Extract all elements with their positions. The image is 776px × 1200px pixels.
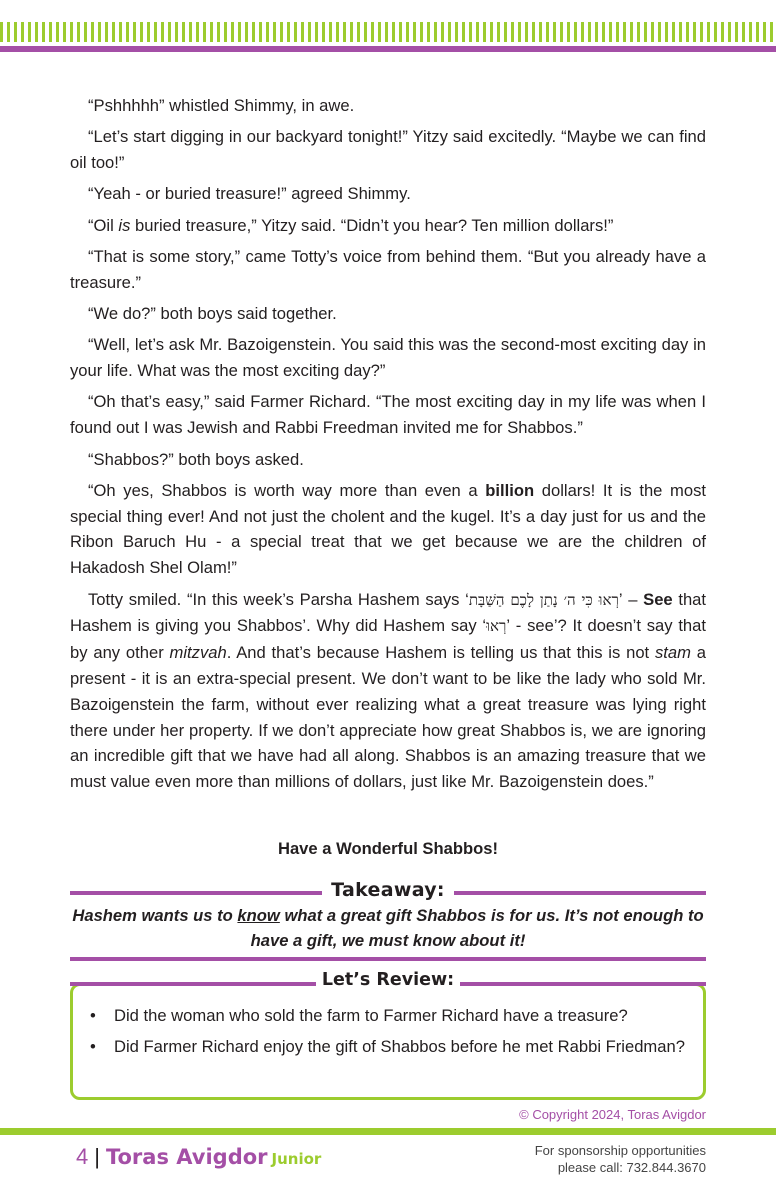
review-rule-right xyxy=(460,982,706,986)
top-border-ticks xyxy=(0,22,776,42)
paragraph: “Well, let’s ask Mr. Bazoigenstein. You said this was the second-most exciting day in your life. What was the most exciting day?” xyxy=(70,335,706,381)
page-number: 4 xyxy=(76,1144,89,1169)
brand-logo: Toras Avigdor xyxy=(105,1145,268,1169)
brand-junior: Junior xyxy=(271,1150,322,1168)
paragraph: “Oh yes, Shabbos is worth way more than even a billion dollars! It is the most special thing ever! And not just the cholent and the kugel. It’s a day just for us and the Ribon Baruch Hu - a special treat that we get because we are the children of Hakadosh Shel Olam!” xyxy=(70,480,706,578)
bottom-border-rule xyxy=(0,1128,776,1135)
list-item: • Did Farmer Richard enjoy the gift of Shabbos before he met Rabbi Friedman? xyxy=(90,1034,690,1059)
list-item: • Did the woman who sold the farm to Farmer Richard have a treasure? xyxy=(90,1003,690,1028)
top-border-rule xyxy=(0,46,776,52)
paragraph: “Shabbos?” both boys asked. xyxy=(88,449,304,469)
footer-brand xyxy=(76,1144,321,1170)
paragraph: “Let’s start digging in our backyard tonight!” Yitzy said excitedly. “Maybe we can find oil too!” xyxy=(70,127,706,173)
takeaway-bottom-rule xyxy=(70,957,706,961)
review-rule-left xyxy=(70,982,316,986)
hebrew-word: רְאוּ xyxy=(486,617,507,636)
story-text xyxy=(70,93,706,800)
sponsorship-info: For sponsorship opportunities please call: 732.844.3670 xyxy=(534,1143,706,1175)
paragraph: “Oh that’s easy,” said Farmer Richard. “The most exciting day in my life was when I found out I was Jewish and Rabbi Freedman invited me for Shabbos.” xyxy=(70,392,706,438)
paragraph: “Pshhhhh” whistled Shimmy, in awe. xyxy=(88,96,355,115)
review-header xyxy=(70,970,706,996)
takeaway-title: Takeaway: xyxy=(331,879,445,901)
review-title: Let’s Review: xyxy=(312,970,464,990)
bullet-icon: • xyxy=(90,1006,96,1025)
copyright-notice: © Copyright 2024, Toras Avigdor xyxy=(519,1107,706,1122)
paragraph: “Oil is buried treasure,” Yitzy said. “Didn’t you hear? Ten million dollars!” xyxy=(88,215,614,235)
review-list xyxy=(90,1003,690,1065)
paragraph: Totty smiled. “In this week’s Parsha Hashem says ‘רְאוּ כִּי ה׳ נָתַן לָכֶם הַשַּׁבָּת’ – See that Hashem is giving you Shabbos’. Why did Hashem say ‘רְאוּ’ - see’? It doesn’t say that by any other mitzvah. And that’s because Hashem is telling us that this is not stam a present - it is an extra-special present. We don’t want to be like the lady who sold Mr. Bazoigenstein the farm, without ever realizing what a great treasure was lying right there under her property. If we don’t appreciate how great Shabbos is, we are ignoring an incredible gift that we have had all along. Shabbos is an amazing treasure that we must value even more than millions of dollars, just like Mr. Bazoigenstein does.” xyxy=(70,589,707,792)
paragraph: “That is some story,” came Totty’s voice from behind them. “But you already have a treasure.” xyxy=(70,246,706,292)
footer-separator: | xyxy=(94,1144,100,1169)
closing-line: Have a Wonderful Shabbos! xyxy=(277,839,499,858)
hebrew-verse: רְאוּ כִּי ה׳ נָתַן לָכֶם הַשַּׁבָּת xyxy=(468,590,619,609)
paragraph: “Yeah - or buried treasure!” agreed Shimmy. xyxy=(88,184,411,204)
bullet-icon: • xyxy=(90,1037,96,1056)
paragraph: “We do?” both boys said together. xyxy=(88,304,337,324)
takeaway-text: Hashem wants us to know what a great gift Shabbos is for us. It’s not enough to have a gift, we must know about it! xyxy=(72,906,704,950)
